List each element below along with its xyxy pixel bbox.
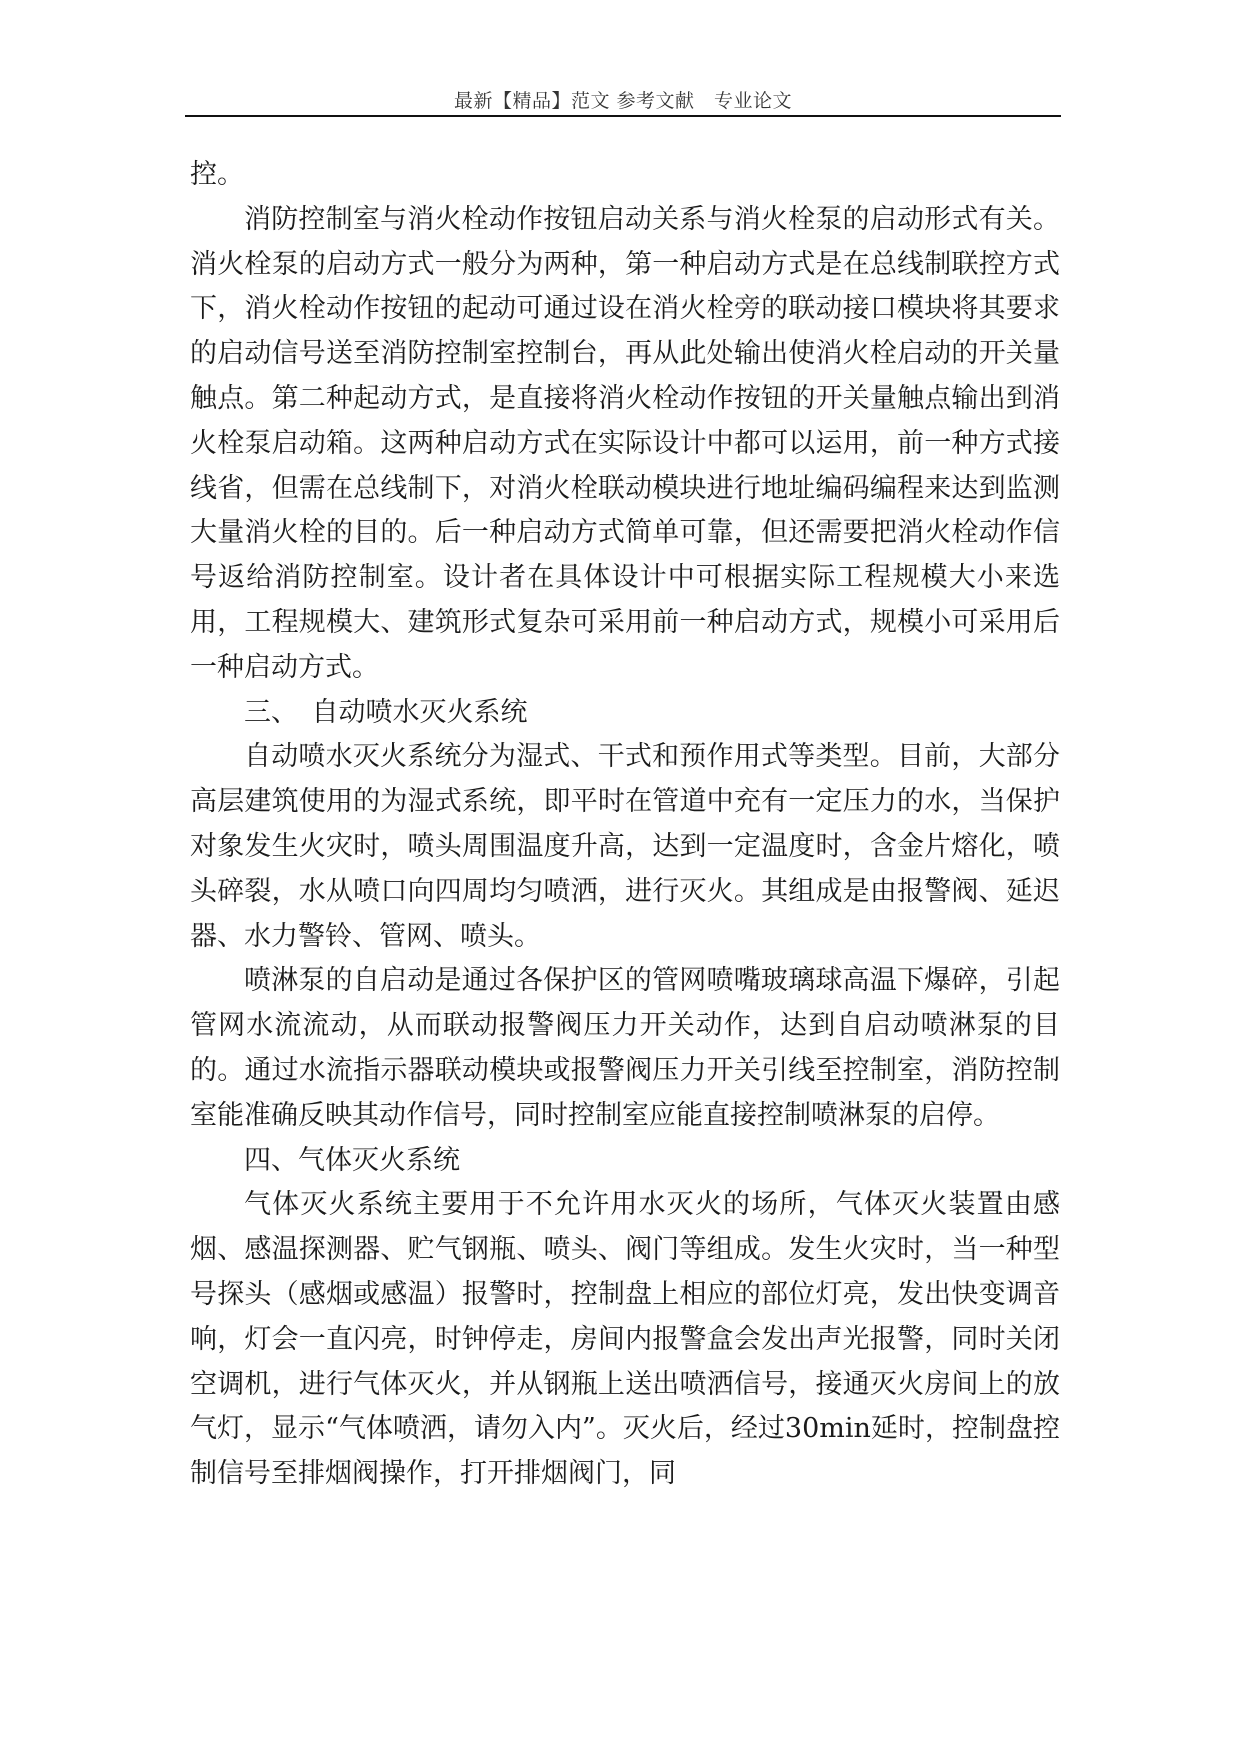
paragraph-sprinkler-types: 自动喷水灭火系统分为湿式、干式和预作用式等类型。目前，大部分高层建筑使用的为湿式系统，即平时在管道中充有一定压力的水，当保护对象发生火灾时，喷头周围温度升高，达到一定温度时，含金片熔化，喷头碎裂，水从喷口向四周均匀喷洒，进行灭火。其组成是由报警阀、延迟器、水力警铃、管网、喷头。 [190, 741, 1060, 952]
paragraph-continuation: 控。 [190, 159, 244, 190]
section-heading-gas: 四、气体灭火系统 [244, 1144, 460, 1176]
header-rule [185, 115, 1061, 117]
paragraph-gas-system: 气体灭火系统主要用于不允许用水灭火的场所，气体灭火装置由感烟、感温探测器、贮气钢瓶、喷头、阀门等组成。发生火灾时，当一种型号探头（感烟或感温）报警时，控制盘上相应的部位灯亮，发出快变调音响，灯会一直闪亮，时钟停走，房间内报警盒会发出声光报警，同时关闭空调机，进行气体灭火，并从钢瓶上送出喷洒信号，接通灭火房间上的放气灯，显示“气体喷洒，请勿入内”。灭火后，经过30min延时，控制盘控制信号至排烟阀操作，打开排烟阀门，同 [190, 1189, 1060, 1490]
page-header: 最新【精品】范文 参考文献 专业论文 [453, 90, 793, 112]
body-text [190, 153, 1060, 1497]
paragraph-hydrant-startup: 消防控制室与消火栓动作按钮启动关系与消火栓泵的启动形式有关。消火栓泵的启动方式一般分为两种，第一种启动方式是在总线制联控方式下，消火栓动作按钮的起动可通过设在消火栓旁的联动接口模块将其要求的启动信号送至消防控制室控制台，再从此处输出使消火栓启动的开关量触点。第二种起动方式，是直接将消火栓动作按钮的开关量触点输出到消火栓泵启动箱。这两种启动方式在实际设计中都可以运用，前一种方式接线省，但需在总线制下，对消火栓联动模块进行地址编码编程来达到监测大量消火栓的目的。后一种启动方式简单可靠，但还需要把消火栓动作信号返给消防控制室。设计者在具体设计中可根据实际工程规模大小来选用，工程规模大、建筑形式复杂可采用前一种启动方式，规模小可采用后一种启动方式。 [190, 203, 1060, 683]
section-heading-sprinkler: 三、 自动喷水灭火系统 [244, 696, 528, 728]
paragraph-sprinkler-pump: 喷淋泵的自启动是通过各保护区的管网喷嘴玻璃球高温下爆碎，引起管网水流流动，从而联动报警阀压力开关动作，达到自启动喷淋泵的目的。通过水流指示器联动模块或报警阀压力开关引线至控制室，消防控制室能准确反映其动作信号，同时控制室应能直接控制喷淋泵的启停。 [190, 965, 1060, 1131]
